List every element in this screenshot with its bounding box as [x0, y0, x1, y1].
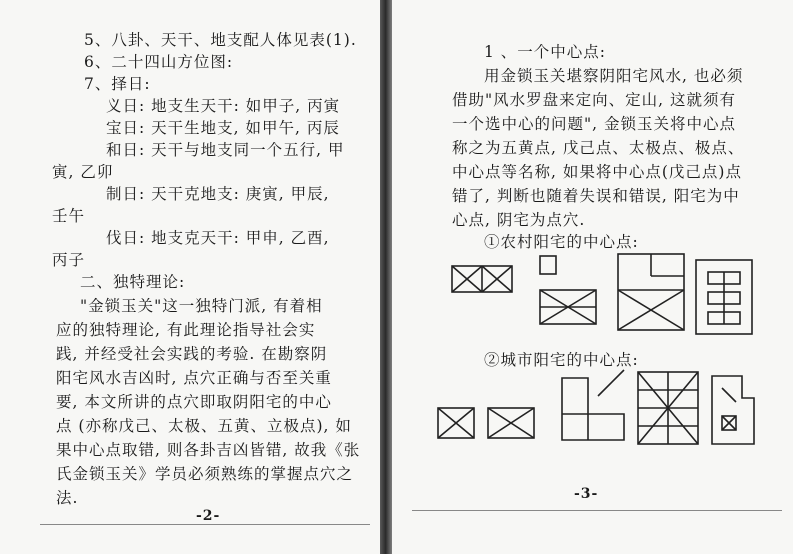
- rural-diagram-2: [540, 256, 596, 324]
- rural-diagram-4: [696, 260, 752, 334]
- page-number: -3-: [574, 486, 599, 502]
- paragraph-line: 要, 本文所讲的点穴即取阴阳宅的中心: [56, 393, 332, 411]
- page-number: -2-: [196, 508, 221, 524]
- paragraph-line: 果中心点取错, 则各卦吉凶皆错, 故我《张: [56, 441, 361, 459]
- paragraph-line: "金锁玉关"这一独特门派, 有着相: [80, 297, 323, 315]
- paragraph-line: 阳宅风水吉凶时, 点穴正确与否至关重: [56, 369, 332, 387]
- text-line: 制日: 天干克地支: 庚寅, 甲辰,: [106, 185, 330, 203]
- text-line: 5、八卦、天干、地支配人体见表(1).: [84, 31, 357, 49]
- text-line: 和日: 天干与地支同一个五行, 甲: [106, 141, 345, 159]
- paragraph-line: 用金锁玉关堪察阴阳宅风水, 也必须: [484, 67, 744, 85]
- text-line: 义日: 地支生天干: 如甲子, 丙寅: [106, 97, 341, 115]
- left-page: [0, 0, 382, 554]
- urban-center-diagrams: [392, 368, 793, 478]
- text-line: 寅, 乙卯: [52, 163, 114, 181]
- urban-diagram-3: [562, 370, 624, 440]
- paragraph-line: 称之为五黄点, 戊己点、太极点、极点、: [452, 139, 745, 157]
- right-page: [392, 0, 793, 554]
- text-line: 6、二十四山方位图:: [84, 53, 234, 71]
- section-heading: 1 、一个中心点:: [484, 43, 607, 61]
- paragraph-line: 心点, 阴宅为点穴.: [452, 211, 586, 229]
- paragraph-line: 一个选中心的问题", 金锁玉关将中心点: [452, 115, 736, 133]
- page-bottom-rule: [40, 524, 370, 525]
- section-heading: 二、独特理论:: [80, 273, 186, 291]
- subheading-urban: ②城市阳宅的中心点:: [484, 351, 639, 369]
- text-line: 宝日: 天干生地支, 如甲午, 丙辰: [106, 119, 340, 137]
- urban-diagram-5: [712, 376, 754, 444]
- rural-diagram-1: [452, 266, 512, 292]
- text-line: 伐日: 地支克天干: 甲申, 乙酉,: [106, 229, 330, 247]
- rural-diagram-3: [618, 254, 684, 330]
- page-bottom-rule: [412, 510, 782, 511]
- paragraph-line: 氏金锁玉关》学员必须熟练的掌握点穴之: [56, 465, 354, 483]
- urban-diagram-1: [438, 408, 474, 438]
- subheading-rural: ①农村阳宅的中心点:: [484, 233, 639, 251]
- urban-diagram-2: [488, 408, 534, 438]
- urban-diagram-4: [638, 372, 698, 444]
- paragraph-line: 借助"风水罗盘来定向、定山, 这就须有: [452, 91, 736, 109]
- text-line: 7、择日:: [84, 75, 151, 93]
- paragraph-line: 中心点等名称, 如果将中心点(戊己点)点: [452, 163, 742, 181]
- paragraph-line: 错了, 判断也随着失误和错误, 阳宅为中: [452, 187, 740, 205]
- rural-center-diagrams: [392, 250, 793, 340]
- paragraph-line: 应的独特理论, 有此理论指导社会实: [56, 321, 316, 339]
- paragraph-line: 践, 并经受社会实践的考验. 在勘察阴: [56, 345, 328, 363]
- paragraph-line: 法.: [56, 489, 79, 507]
- text-line: 壬午: [52, 207, 86, 225]
- paragraph-line: 点 (亦称戊己、太极、五黄、立极点), 如: [56, 417, 352, 435]
- text-line: 丙子: [52, 251, 86, 269]
